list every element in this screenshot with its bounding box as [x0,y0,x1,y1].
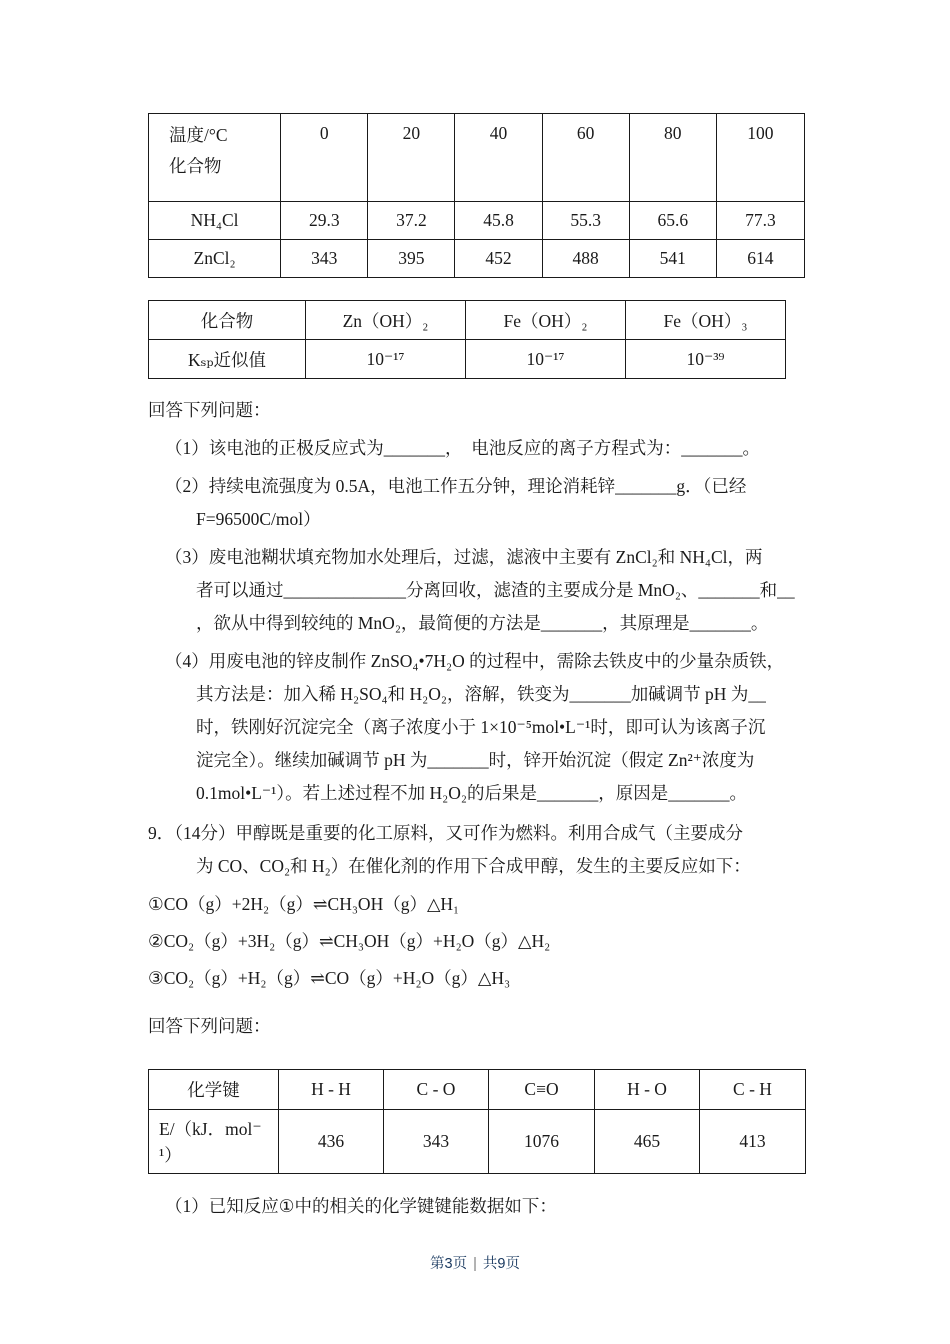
question-4-line: （4）用废电池的锌皮制作 ZnSO₄•7H₂O 的过程中，需除去铁皮中的少量杂质铁， [165,651,785,671]
temperature-header: 60 [542,114,629,202]
table-row [149,240,805,278]
temperature-header: 100 [716,114,804,202]
question-4-line: 时，铁刚好沉淀完全（离子浓度小于 1×10⁻⁵mol•L⁻¹时，即可认为该离子沉 [196,717,766,737]
question-2 [148,470,808,536]
solubility-value: 65.6 [629,202,716,240]
solubility-value: 29.3 [281,202,368,240]
bond-energy-value: 465 [595,1110,700,1174]
question-3-line: ，欲从中得到较纯的 MnO₂，最简便的方法是_______，其原理是_______。 [196,613,769,633]
solubility-value: 55.3 [542,202,629,240]
solubility-value: 45.8 [455,202,542,240]
question-1 [148,432,808,465]
compound-name: NH₄Cl [149,202,281,240]
solubility-table [148,113,805,278]
page-number: 第3页 [430,1256,468,1272]
question-9-sub-1 [148,1190,808,1223]
solubility-value: 541 [629,240,716,278]
temperature-header: 0 [281,114,368,202]
solubility-value: 343 [281,240,368,278]
solubility-value: 488 [542,240,629,278]
answer-prompt: 回答下列问题： [148,400,271,420]
compound-name: ZnCl₂ [149,240,281,278]
solubility-header-row [149,114,805,202]
question-4-line: 0.1mol•L⁻¹）。若上述过程不加 H₂O₂的后果是_______，原因是_______。 [196,783,748,803]
question-3-line: （3）废电池糊状填充物加水处理后，过滤，滤液中主要有 ZnCl₂和 NH₄Cl，两 [165,547,763,567]
question-9-sub-1-line: （1）已知反应①中的相关的化学键键能数据如下： [165,1196,557,1216]
ksp-value: 10⁻¹⁷ [306,340,466,379]
question-3 [148,541,808,640]
bond-header-hh: H - H [279,1070,384,1110]
temperature-header: 20 [368,114,455,202]
ksp-header-row [149,301,786,340]
question-2-line: （2）持续电流强度为 0.5A，电池工作五分钟，理论消耗锌_______g．（已经 [165,476,747,496]
question-4 [148,645,808,810]
bond-energy-value: 1076 [489,1110,595,1174]
ksp-header-zn-oh2: Zn（OH）₂ [306,301,466,340]
ksp-value: 10⁻¹⁷ [466,340,626,379]
bond-energy-table [148,1069,806,1174]
page-content [148,113,808,1228]
question-9-line: 9．（14分）甲醇既是重要的化工原料，又可作为燃料。利用合成气（主要成分 [148,823,743,843]
ksp-row-label: Kₛₚ近似值 [149,340,306,379]
question-4-line: 淀完全）。继续加碱调节 pH 为_______时，锌开始沉淀（假定 Zn²⁺浓度为 [196,750,755,770]
bond-header-c3o: C≡O [489,1070,595,1110]
question-9 [148,817,808,883]
bond-header-ch: C - H [700,1070,806,1110]
ksp-header-fe-oh3: Fe（OH）₃ [626,301,786,340]
corner-label-temperature: 温度/°C [169,125,228,145]
temperature-header: 40 [455,114,542,202]
bond-header-co: C - O [384,1070,489,1110]
bond-header-row [149,1070,806,1110]
answer-prompt-2: 回答下列问题： [148,1016,271,1036]
solubility-value: 77.3 [716,202,804,240]
reaction-equation-3: ③CO₂（g）+H₂（g）⇌CO（g）+H₂O（g）△H₃ [148,968,511,988]
solubility-value: 614 [716,240,804,278]
corner-label-compound: 化合物 [169,156,222,176]
ksp-header-compound: 化合物 [149,301,306,340]
ksp-value-row [149,340,786,379]
solubility-value: 395 [368,240,455,278]
ksp-header-fe-oh2: Fe（OH）₂ [466,301,626,340]
question-1-line: （1）该电池的正极反应式为_______， 电池反应的离子方程式为：_______。 [165,438,760,458]
solubility-value: 37.2 [368,202,455,240]
question-9-line: 为 CO、CO₂和 H₂）在催化剂的作用下合成甲醇，发生的主要反应如下： [196,856,751,876]
bond-energy-label-line: E/（kJ．mol⁻ [159,1118,262,1139]
table-row [149,202,805,240]
page-footer [0,1252,950,1273]
table-corner-cell [149,114,281,202]
bond-energy-row-label [149,1110,279,1174]
reaction-equation-1: ①CO（g）+2H₂（g）⇌CH₃OH（g）△H₁ [148,894,460,914]
bond-header-label: 化学键 [149,1070,279,1110]
solubility-value: 452 [455,240,542,278]
ksp-value: 10⁻³⁹ [626,340,786,379]
bond-value-row [149,1110,806,1174]
bond-energy-label-line: ¹） [159,1144,182,1165]
bond-energy-value: 343 [384,1110,489,1174]
temperature-header: 80 [629,114,716,202]
bond-header-ho: H - O [595,1070,700,1110]
question-3-line: 者可以通过______________分离回收，滤渣的主要成分是 MnO₂、_______和__ [196,580,795,600]
bond-energy-value: 436 [279,1110,384,1174]
bond-energy-value: 413 [700,1110,806,1174]
ksp-table [148,300,786,379]
page-total: 共9页 [482,1256,520,1272]
question-4-line: 其方法是：加入稀 H₂SO₄和 H₂O₂，溶解，铁变为_______加碱调节 pH 为__ [196,684,766,704]
footer-separator: | [473,1256,477,1272]
reaction-equation-2: ②CO₂（g）+3H₂（g）⇌CH₃OH（g）+H₂O（g）△H₂ [148,931,551,951]
question-2-line: F=96500C/mol） [196,509,321,529]
